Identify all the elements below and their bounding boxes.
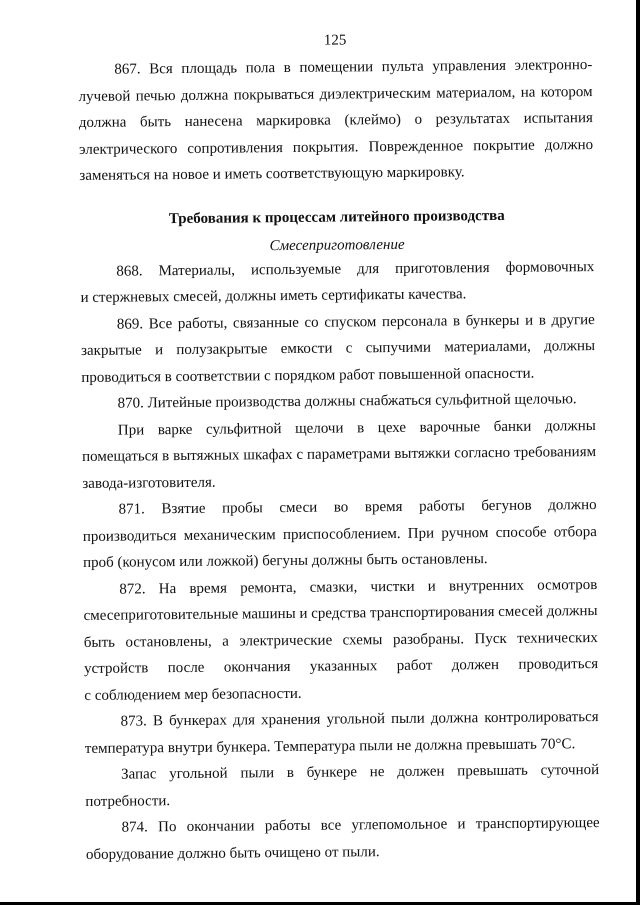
page-number: 125	[323, 32, 347, 49]
paragraph-870-continued	[82, 413, 597, 497]
paragraph-869	[81, 307, 596, 391]
paragraph-872	[83, 572, 598, 709]
text-line: 869. Все работы, связанные со спуском персонала в бункеры и в другие	[116, 311, 595, 333]
text-line: Запас угольной пыли в бункере не должен превышать суточной	[121, 762, 600, 783]
paragraph-871	[82, 492, 597, 576]
text-line: помещаться в вытяжных шкафах с параметрами вытяжки согласно требованиям	[82, 444, 597, 465]
text-line: При варке сульфитной щелочи в цехе варочные банки должны	[117, 417, 596, 439]
text-line: оборудование должно быть очищено от пыли.	[85, 843, 380, 863]
text-line: 868. Материалы, используемые для приготовления формовочных	[116, 258, 595, 280]
text-line: с соблюдением мер безопасности.	[84, 685, 302, 704]
text-line: 871. Взятие пробы смеси во время работы бегунов должно	[118, 497, 597, 518]
paragraph-868	[80, 254, 594, 312]
paragraph-874	[86, 810, 600, 868]
paragraph-873	[84, 704, 598, 762]
text-line: 874. По окончании работы все углепомольное и транспортирующее	[121, 815, 600, 836]
page-content	[78, 27, 600, 868]
scan-border-right	[636, 0, 640, 905]
text-line: производиться механическим приспособлением. При ручном способе отбора	[82, 523, 597, 545]
text-line: 867. Вся площадь пола в помещении пульта управления электронно-	[114, 57, 593, 78]
text-line: должна быть нанесена маркировка (клеймо) о результатах испытания	[78, 110, 593, 131]
text-line: температура внутри бункера. Температура пыли не должна превышать 70°С.	[84, 735, 576, 757]
text-line: быть остановлены, а электрические схемы разобраны. Пуск технических	[83, 629, 598, 651]
text-line: 872. На время ремонта, смазки, чистки и внутренних осмотров	[119, 576, 598, 598]
text-line: 873. В бункерах для хранения угольной пыли должна контролироваться	[120, 709, 599, 730]
text-line: проб (конусом или ложкой) бегуны должны быть остановлены.	[83, 551, 488, 571]
text-line: проводиться в соответствии с порядком работ повышенной опасности.	[81, 365, 535, 386]
text-line: заменяться на новое и иметь соответствующую маркировку.	[79, 164, 465, 184]
text-line: потребности.	[85, 792, 171, 810]
text-line: и стержневых смесей, должны иметь сертификаты качества.	[80, 286, 467, 306]
paragraph-873-continued	[85, 757, 599, 815]
text-line: лучевой печью должна покрываться диэлектрическим материалом, на котором	[78, 83, 593, 105]
subsection-heading: Смесеприготовление	[269, 236, 405, 254]
paragraph-867	[78, 52, 593, 189]
text-line: электрического сопротивления покрытия. Поврежденное покрытие должно	[79, 136, 594, 158]
text-line: устройств после окончания указанных работ должен проводиться	[84, 656, 599, 677]
text-line: смесеприготовительные машины и средства транспортирования смесей должны	[83, 603, 598, 624]
text-line: закрытые и полузакрытые емкости с сыпучими материалами, должны	[80, 338, 596, 359]
section-heading: Требования к процессам литейного производства	[168, 207, 505, 227]
text-line: завода-изготовителя.	[82, 474, 216, 492]
text-line: 870. Литейные производства должны снабжаться сульфитной щелочью.	[117, 391, 577, 412]
